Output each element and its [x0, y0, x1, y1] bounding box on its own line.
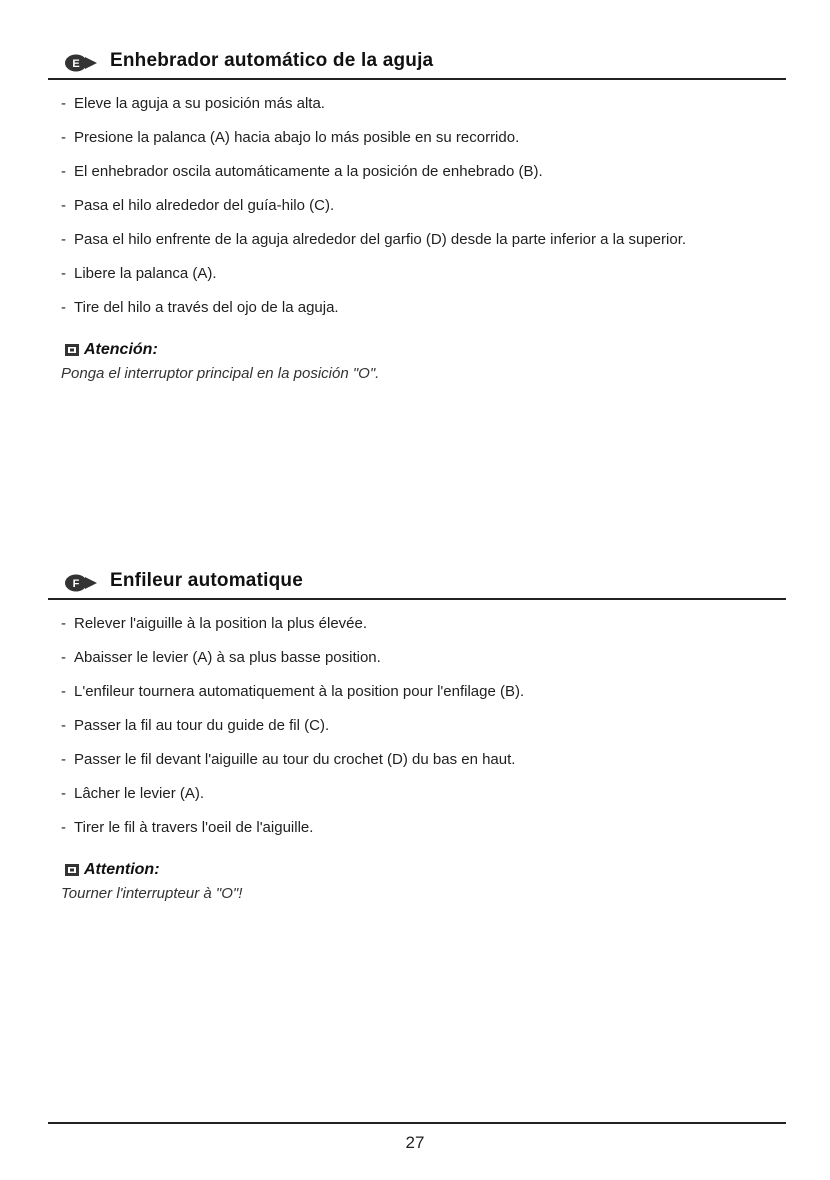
step-item: - Tirer le fil à travers l'oeil de l'aiguille. — [61, 819, 314, 836]
attention-label: Attention: — [84, 861, 160, 878]
page-number: 27 — [405, 1133, 425, 1152]
warning-box-icon — [65, 344, 79, 356]
attention-label: Atención: — [84, 341, 158, 358]
svg-text:F: F — [72, 578, 80, 590]
section-heading — [48, 50, 786, 80]
step-item: - Passer la fil au tour du guide de fil (C). — [61, 717, 330, 734]
step-list — [48, 614, 786, 837]
section-french — [48, 570, 786, 902]
warning-box-icon — [65, 864, 79, 876]
section-title: Enfileur automatique — [110, 570, 303, 591]
footer-divider — [48, 1122, 786, 1124]
step-item: - Tire del hilo a través del ojo de la aguja. — [61, 299, 339, 316]
attention-text: Tourner l'interrupteur à "O"! — [61, 885, 243, 902]
step-list — [48, 94, 786, 317]
step-item: - Pasa el hilo enfrente de la aguja alrededor del garfio (D) desde la parte inferior a la superior. — [61, 231, 687, 248]
step-item: - L'enfileur tournera automatiquement à la position pour l'enfilage (B). — [61, 683, 525, 700]
step-item: - Presione la palanca (A) hacia abajo lo más posible en su recorrido. — [61, 129, 520, 146]
step-item: - Abaisser le levier (A) à sa plus basse position. — [61, 649, 381, 666]
attention-text: Ponga el interruptor principal en la posición "O". — [61, 365, 380, 382]
section-heading — [48, 570, 786, 600]
attention-note — [48, 861, 786, 902]
attention-note — [48, 341, 786, 382]
step-item: - Passer le fil devant l'aiguille au tour du crochet (D) du bas en haut. — [61, 751, 516, 768]
section-title: Enhebrador automático de la aguja — [110, 50, 434, 71]
svg-text:E: E — [72, 58, 80, 70]
step-item: - Lâcher le levier (A). — [61, 785, 205, 802]
step-item: - Pasa el hilo alrededor del guía-hilo (C). — [61, 197, 335, 214]
step-item: - El enhebrador oscila automáticamente a la posición de enhebrado (B). — [61, 163, 543, 180]
step-item: - Relever l'aiguille à la position la plus élevée. — [61, 615, 368, 632]
language-badge-f-icon — [64, 574, 98, 592]
section-spanish — [48, 50, 786, 382]
language-badge-e-icon — [64, 54, 98, 72]
step-item: - Eleve la aguja a su posición más alta. — [61, 95, 325, 112]
step-item: - Libere la palanca (A). — [61, 265, 217, 282]
